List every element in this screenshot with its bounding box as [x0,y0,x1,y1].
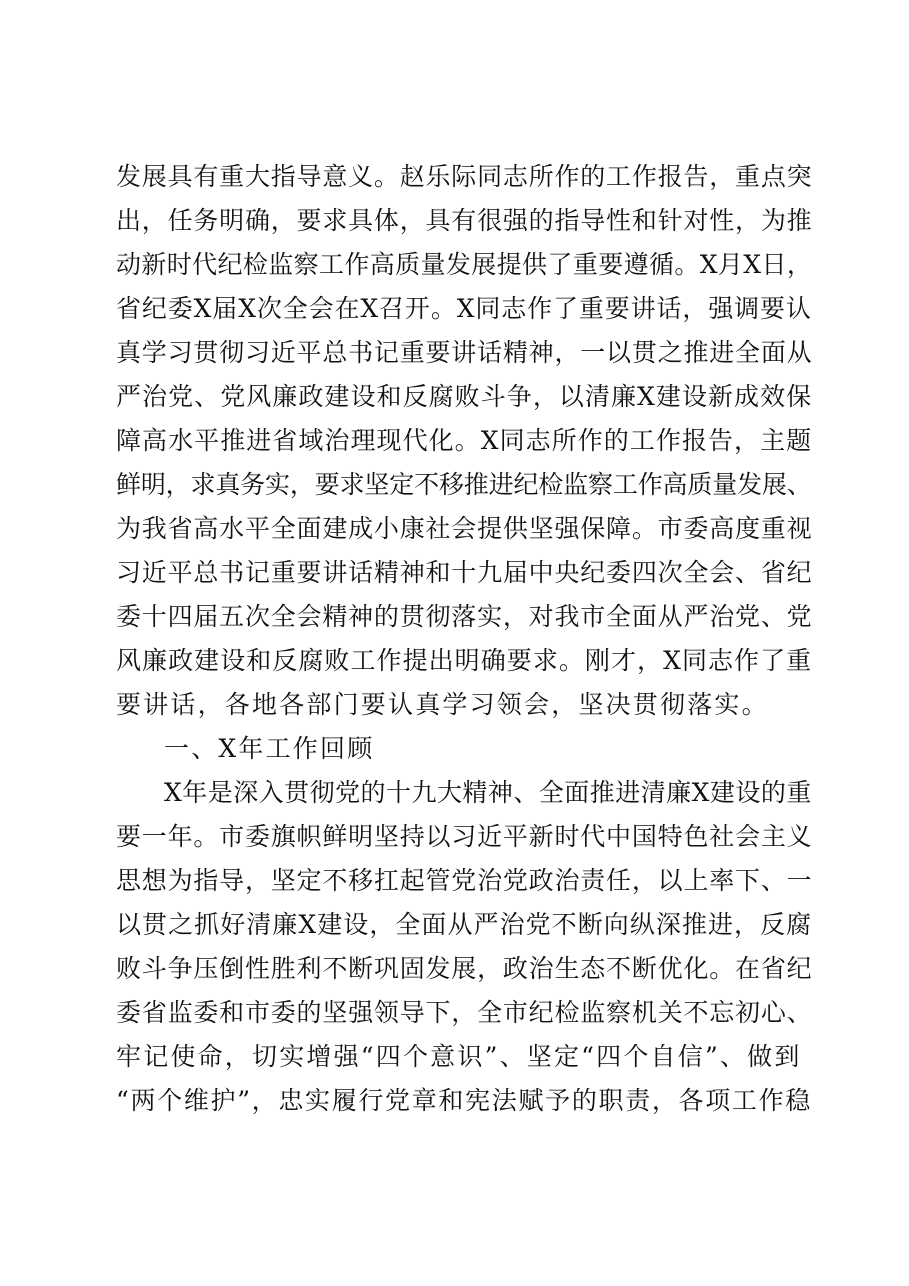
paragraph-line: 败斗争压倒性胜利不断巩固发展，政治生态不断优化。在省纪 [116,954,813,983]
paragraph-line: 委省监委和市委的坚强领导下，全市纪检监察机关不忘初心、 [116,998,813,1027]
paragraph-line: 严治党、党风廉政建设和反腐败斗争，以清廉X建设新成效保 [116,382,813,411]
paragraph-line: 动新时代纪检监察工作高质量发展提供了重要遵循。X月X日， [116,250,813,279]
paragraph-line: X年是深入贯彻党的十九大精神、全面推进清廉X建设的重 [164,778,812,807]
paragraph-line: 发展具有重大指导意义。赵乐际同志所作的工作报告，重点突 [116,162,813,191]
paragraph-line: 习近平总书记重要讲话精神和十九届中央纪委四次全会、省纪 [116,558,813,587]
section-heading: 一、X年工作回顾 [164,734,375,763]
paragraph-line: 障高水平推进省域治理现代化。X同志所作的工作报告，主题 [116,426,813,455]
paragraph-line: 委十四届五次全会精神的贯彻落实，对我市全面从严治党、党 [116,602,813,631]
paragraph-line: “两个维护”，忠实履行党章和宪法赋予的职责，各项工作稳 [116,1086,812,1115]
paragraph-line: 以贯之抓好清廉X建设，全面从严治党不断向纵深推进，反腐 [116,910,813,939]
paragraph-line: 省纪委X届X次全会在X召开。X同志作了重要讲话，强调要认 [116,294,812,323]
paragraph-line: 出，任务明确，要求具体，具有很强的指导性和针对性，为推 [116,206,813,235]
paragraph-line: 要一年。市委旗帜鲜明坚持以习近平新时代中国特色社会主义 [116,822,813,851]
paragraph-line: 牢记使命，切实增强“四个意识”、坚定“四个自信”、做到 [116,1042,802,1071]
paragraph-line: 真学习贯彻习近平总书记重要讲话精神，一以贯之推进全面从 [116,338,813,367]
paragraph-line: 要讲话，各地各部门要认真学习领会，坚决贯彻落实。 [116,690,769,719]
paragraph-line: 为我省高水平全面建成小康社会提供坚强保障。市委高度重视 [116,514,813,543]
paragraph-line: 思想为指导，坚定不移扛起管党治党政治责任，以上率下、一 [116,866,813,895]
paragraph-line: 鲜明，求真务实，要求坚定不移推进纪检监察工作高质量发展、 [116,470,812,499]
paragraph-line: 风廉政建设和反腐败工作提出明确要求。刚才，X同志作了重 [116,646,813,675]
